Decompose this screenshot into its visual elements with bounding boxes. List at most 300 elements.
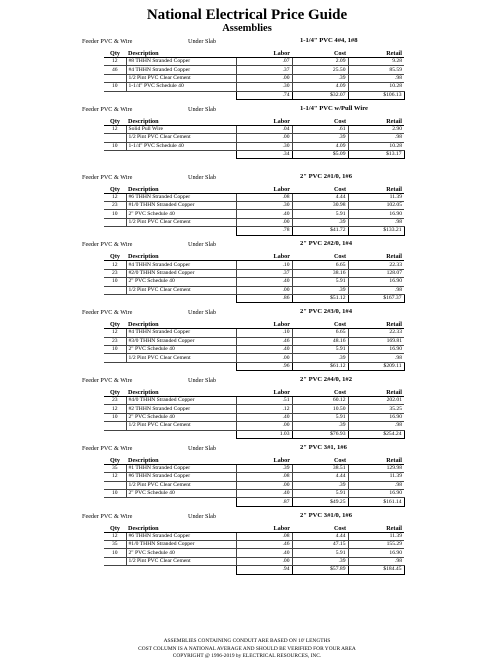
table-row	[104, 422, 404, 430]
assembly-section	[0, 239, 494, 307]
cell-labor: .08	[236, 473, 292, 481]
table-row	[104, 201, 404, 209]
cell-labor: .10	[236, 329, 292, 337]
section-category: Feeder PVC & Wire	[82, 512, 133, 520]
column-header-retail: Retail	[348, 387, 404, 397]
section-subcategory: Under Slab	[188, 377, 217, 384]
cell-cost: 5.91	[292, 345, 348, 353]
cell-description: 2" PVC Schedule 40	[126, 549, 236, 557]
cell-cost: 4.44	[292, 532, 348, 540]
column-header-labor: Labor	[236, 48, 292, 58]
cell-qty: 12	[104, 58, 126, 66]
column-header-cost: Cost	[292, 116, 348, 126]
cell-labor: .30	[236, 83, 292, 91]
cell-qty: 10	[104, 549, 126, 557]
totals-row	[104, 430, 404, 438]
total-retail: $106.13	[348, 91, 404, 99]
table-row	[104, 549, 404, 557]
cell-retail: .98	[348, 286, 404, 294]
cell-labor: .00	[236, 557, 292, 565]
page-footer	[0, 638, 494, 660]
totals-spacer	[126, 362, 236, 370]
section-header	[0, 443, 494, 455]
column-header-cost: Cost	[292, 387, 348, 397]
column-header-retail: Retail	[348, 116, 404, 126]
cell-qty: 23	[104, 269, 126, 277]
cell-labor: .00	[236, 74, 292, 82]
cell-description: 1/2 Pint PVC Clear Cement	[126, 74, 236, 82]
cell-labor: .00	[236, 422, 292, 430]
cell-qty: 10	[104, 210, 126, 218]
cell-cost: .39	[292, 354, 348, 362]
column-header-qty: Qty	[104, 48, 126, 58]
column-header-description: Description	[126, 455, 236, 465]
table-row	[104, 269, 404, 277]
cell-qty: 12	[104, 329, 126, 337]
cell-labor: .51	[236, 397, 292, 405]
cell-labor: .46	[236, 540, 292, 548]
cell-qty: 35	[104, 540, 126, 548]
cell-cost: 6.65	[292, 329, 348, 337]
assembly-table	[104, 455, 405, 507]
total-labor: .78	[236, 227, 292, 235]
totals-spacer	[104, 91, 126, 99]
assembly-section	[0, 307, 494, 375]
cell-qty	[104, 422, 126, 430]
totals-row	[104, 294, 404, 302]
cell-retail: 169.81	[348, 337, 404, 345]
cell-labor: .00	[236, 218, 292, 226]
cell-retail: 128.07	[348, 269, 404, 277]
cell-labor: .07	[236, 58, 292, 66]
total-cost: $51.12	[292, 294, 348, 302]
table-header-row	[104, 455, 404, 465]
cell-qty: 10	[104, 345, 126, 353]
totals-spacer	[126, 91, 236, 99]
cell-retail: .98	[348, 74, 404, 82]
table-row	[104, 66, 404, 74]
cell-qty: 12	[104, 261, 126, 269]
totals-row	[104, 227, 404, 235]
cell-retail: 11.39	[348, 473, 404, 481]
cell-description: Solid Pull Wire	[126, 125, 236, 133]
table-row	[104, 134, 404, 142]
column-header-description: Description	[126, 387, 236, 397]
cell-labor: .40	[236, 210, 292, 218]
total-cost: $41.72	[292, 227, 348, 235]
cell-cost: 6.65	[292, 261, 348, 269]
totals-row	[104, 498, 404, 506]
total-cost: $76.93	[292, 430, 348, 438]
total-labor: .87	[236, 498, 292, 506]
total-labor: .86	[236, 294, 292, 302]
column-header-labor: Labor	[236, 319, 292, 329]
cell-labor: .40	[236, 345, 292, 353]
cell-retail: 11.39	[348, 193, 404, 201]
cell-cost: 4.44	[292, 193, 348, 201]
cell-retail: 16.90	[348, 278, 404, 286]
page-title: National Electrical Price Guide	[146, 7, 348, 23]
cell-cost: 5.91	[292, 549, 348, 557]
column-header-description: Description	[126, 184, 236, 194]
section-title: 2" PVC 2#3/0, 1#4	[300, 308, 353, 316]
section-header	[0, 239, 494, 251]
table-row	[104, 354, 404, 362]
cell-labor: .37	[236, 66, 292, 74]
section-title: 2" PVC 2#2/0, 1#4	[300, 240, 353, 248]
cell-description: 1/2 Pint PVC Clear Cement	[126, 354, 236, 362]
cell-labor: .10	[236, 261, 292, 269]
total-cost: $32.07	[292, 91, 348, 99]
column-header-labor: Labor	[236, 251, 292, 261]
cell-cost: 38.16	[292, 269, 348, 277]
cell-qty: 12	[104, 193, 126, 201]
assembly-section	[0, 511, 494, 579]
section-subcategory: Under Slab	[188, 512, 217, 520]
table-row	[104, 481, 404, 489]
cell-cost: 10.50	[292, 405, 348, 413]
cell-labor: .40	[236, 413, 292, 421]
cell-retail: 85.59	[348, 66, 404, 74]
table-row	[104, 329, 404, 337]
assembly-section	[0, 104, 494, 172]
cell-cost: 47.15	[292, 540, 348, 548]
cell-labor: .46	[236, 337, 292, 345]
table-row	[104, 261, 404, 269]
cell-retail: 9.28	[348, 58, 404, 66]
column-header-labor: Labor	[236, 455, 292, 465]
section-category: Feeder PVC & Wire	[82, 309, 133, 317]
cell-cost: 48.16	[292, 337, 348, 345]
footer-line: COST COLUMN IS A NATIONAL AVERAGE AND SHOULD BE VERIFIED FOR YOUR AREA	[138, 645, 356, 652]
cell-cost: 4.44	[292, 473, 348, 481]
cell-qty: 35	[104, 464, 126, 472]
table-row	[104, 193, 404, 201]
cell-cost: .39	[292, 422, 348, 430]
section-title: 2" PVC 2#1/0, 1#6	[300, 172, 353, 180]
cell-qty	[104, 286, 126, 294]
cell-description: #2 THHN Stranded Copper	[126, 405, 236, 413]
section-category: Feeder PVC & Wire	[82, 105, 133, 113]
cell-retail: 16.90	[348, 413, 404, 421]
cell-qty	[104, 218, 126, 226]
cell-retail: 35.25	[348, 405, 404, 413]
column-header-description: Description	[126, 116, 236, 126]
assembly-section	[0, 443, 494, 511]
total-cost: $49.25	[292, 498, 348, 506]
column-header-qty: Qty	[104, 387, 126, 397]
cell-qty: 12	[104, 405, 126, 413]
section-category: Feeder PVC & Wire	[82, 377, 133, 384]
section-title: 2" PVC 3#1, 1#6	[300, 443, 347, 451]
assembly-table	[104, 387, 405, 439]
total-cost: $61.12	[292, 362, 348, 370]
totals-spacer	[104, 566, 126, 574]
section-header	[0, 104, 494, 116]
cell-description: #4/0 THHN Stranded Copper	[126, 397, 236, 405]
cell-description: 1/2 Pint PVC Clear Cement	[126, 134, 236, 142]
footer-line: COPYRIGHT @ 1996-2019 by ELECTRICAL RESOURCES, INC.	[172, 652, 322, 659]
cell-cost: .39	[292, 557, 348, 565]
cell-cost: 4.09	[292, 142, 348, 150]
totals-spacer	[104, 498, 126, 506]
column-header-qty: Qty	[104, 455, 126, 465]
table-header-row	[104, 523, 404, 533]
cell-cost: 60.12	[292, 397, 348, 405]
table-header-row	[104, 387, 404, 397]
column-header-cost: Cost	[292, 48, 348, 58]
cell-description: 1/2 Pint PVC Clear Cement	[126, 286, 236, 294]
cell-labor: .08	[236, 532, 292, 540]
cell-retail: 22.33	[348, 261, 404, 269]
column-header-retail: Retail	[348, 184, 404, 194]
section-title: 2" PVC 2#4/0, 1#2	[300, 376, 353, 383]
table-row	[104, 278, 404, 286]
section-title: 2" PVC 3#1/0, 1#6	[300, 511, 353, 519]
section-subcategory: Under Slab	[188, 38, 217, 45]
cell-qty: 12	[104, 473, 126, 481]
table-header-row	[104, 319, 404, 329]
total-labor: 1.03	[236, 430, 292, 438]
section-category: Feeder PVC & Wire	[82, 241, 133, 249]
column-header-retail: Retail	[348, 319, 404, 329]
table-row	[104, 218, 404, 226]
cell-retail: 16.90	[348, 549, 404, 557]
column-header-labor: Labor	[236, 116, 292, 126]
table-row	[104, 473, 404, 481]
cell-retail: 155.29	[348, 540, 404, 548]
section-subcategory: Under Slab	[188, 309, 217, 317]
cell-description: #2/0 THHN Stranded Copper	[126, 269, 236, 277]
table-row	[104, 405, 404, 413]
cell-qty: 46	[104, 66, 126, 74]
column-header-qty: Qty	[104, 251, 126, 261]
table-row	[104, 489, 404, 497]
cell-cost: 2.09	[292, 58, 348, 66]
totals-spacer	[104, 150, 126, 158]
cell-retail: 102.05	[348, 201, 404, 209]
table-row	[104, 557, 404, 565]
totals-spacer	[104, 362, 126, 370]
total-retail: $167.37	[348, 294, 404, 302]
table-row	[104, 83, 404, 91]
cell-qty: 23	[104, 201, 126, 209]
cell-labor: .00	[236, 354, 292, 362]
cell-description: 1/2 Pint PVC Clear Cement	[126, 481, 236, 489]
section-header	[0, 36, 494, 48]
section-category: Feeder PVC & Wire	[82, 444, 133, 452]
cell-cost: 5.91	[292, 489, 348, 497]
table-row	[104, 74, 404, 82]
assembly-table	[104, 116, 405, 160]
cell-cost: 4.09	[292, 83, 348, 91]
total-cost: $5.09	[292, 150, 348, 158]
total-cost: $57.89	[292, 566, 348, 574]
cell-cost: 5.91	[292, 278, 348, 286]
totals-spacer	[104, 294, 126, 302]
total-labor: .94	[236, 566, 292, 574]
column-header-qty: Qty	[104, 184, 126, 194]
column-header-description: Description	[126, 48, 236, 58]
section-category: Feeder PVC & Wire	[82, 38, 133, 45]
cell-qty: 10	[104, 489, 126, 497]
column-header-description: Description	[126, 319, 236, 329]
total-retail: $13.17	[348, 150, 404, 158]
cell-qty	[104, 354, 126, 362]
cell-description: 2" PVC Schedule 40	[126, 489, 236, 497]
column-header-retail: Retail	[348, 251, 404, 261]
cell-description: #4 THHN Stranded Copper	[126, 329, 236, 337]
table-row	[104, 58, 404, 66]
cell-labor: .40	[236, 549, 292, 557]
cell-retail: 10.28	[348, 83, 404, 91]
cell-qty	[104, 74, 126, 82]
cell-description: 1-1/4" PVC Schedule 40	[126, 83, 236, 91]
cell-description: 2" PVC Schedule 40	[126, 413, 236, 421]
cell-qty	[104, 134, 126, 142]
totals-spacer	[126, 430, 236, 438]
cell-qty: 10	[104, 142, 126, 150]
cell-qty: 10	[104, 83, 126, 91]
cell-description: #6 THHN Stranded Copper	[126, 193, 236, 201]
section-subcategory: Under Slab	[188, 173, 217, 181]
table-row	[104, 464, 404, 472]
totals-spacer	[126, 227, 236, 235]
assembly-table	[104, 319, 405, 371]
column-header-cost: Cost	[292, 319, 348, 329]
cell-cost: .39	[292, 74, 348, 82]
section-header	[0, 511, 494, 523]
table-row	[104, 210, 404, 218]
column-header-labor: Labor	[236, 523, 292, 533]
cell-description: #1/0 THHN Stranded Copper	[126, 201, 236, 209]
column-header-cost: Cost	[292, 251, 348, 261]
cell-labor: .00	[236, 134, 292, 142]
section-category: Feeder PVC & Wire	[82, 173, 133, 181]
section-subcategory: Under Slab	[188, 105, 217, 113]
totals-row	[104, 362, 404, 370]
cell-retail: .98	[348, 557, 404, 565]
assembly-section	[0, 375, 494, 443]
total-labor: .34	[236, 150, 292, 158]
cell-labor: .08	[236, 193, 292, 201]
assembly-table	[104, 251, 405, 303]
table-header-row	[104, 251, 404, 261]
cell-description: #4 THHN Stranded Copper	[126, 66, 236, 74]
table-header-row	[104, 48, 404, 58]
cell-description: 2" PVC Schedule 40	[126, 278, 236, 286]
column-header-cost: Cost	[292, 523, 348, 533]
total-retail: $254.24	[348, 430, 404, 438]
cell-qty: 23	[104, 397, 126, 405]
table-header-row	[104, 184, 404, 194]
column-header-labor: Labor	[236, 184, 292, 194]
cell-retail: 2.90	[348, 125, 404, 133]
table-row	[104, 345, 404, 353]
cell-description: #1/0 THHN Stranded Copper	[126, 540, 236, 548]
cell-qty: 23	[104, 337, 126, 345]
column-header-cost: Cost	[292, 455, 348, 465]
cell-description: 2" PVC Schedule 40	[126, 345, 236, 353]
cell-cost: .39	[292, 134, 348, 142]
table-row	[104, 413, 404, 421]
cell-retail: .98	[348, 134, 404, 142]
total-labor: .96	[236, 362, 292, 370]
totals-row	[104, 91, 404, 99]
cell-retail: .98	[348, 481, 404, 489]
cell-qty: 10	[104, 413, 126, 421]
cell-labor: .40	[236, 278, 292, 286]
cell-labor: .00	[236, 481, 292, 489]
totals-row	[104, 150, 404, 158]
cell-cost: 25.50	[292, 66, 348, 74]
cell-retail: .98	[348, 422, 404, 430]
totals-spacer	[104, 430, 126, 438]
assembly-table	[104, 48, 405, 100]
cell-description: 1/2 Pint PVC Clear Cement	[126, 557, 236, 565]
cell-description: #4 THHN Stranded Copper	[126, 261, 236, 269]
cell-retail: 129.98	[348, 464, 404, 472]
table-row	[104, 142, 404, 150]
cell-description: #6 THHN Stranded Copper	[126, 473, 236, 481]
section-subcategory: Under Slab	[188, 241, 217, 249]
totals-spacer	[104, 227, 126, 235]
total-retail: $133.21	[348, 227, 404, 235]
column-header-retail: Retail	[348, 523, 404, 533]
column-header-qty: Qty	[104, 319, 126, 329]
table-row	[104, 540, 404, 548]
total-retail: $184.45	[348, 566, 404, 574]
total-labor: .74	[236, 91, 292, 99]
column-header-description: Description	[126, 251, 236, 261]
column-header-labor: Labor	[236, 387, 292, 397]
column-header-cost: Cost	[292, 184, 348, 194]
table-header-row	[104, 116, 404, 126]
cell-description: #6 THHN Stranded Copper	[126, 532, 236, 540]
section-subcategory: Under Slab	[188, 444, 217, 452]
cell-cost: 5.91	[292, 413, 348, 421]
cell-cost: 5.91	[292, 210, 348, 218]
table-row	[104, 397, 404, 405]
cell-retail: 22.33	[348, 329, 404, 337]
cell-qty: 10	[104, 278, 126, 286]
cell-description: 1/2 Pint PVC Clear Cement	[126, 218, 236, 226]
cell-retail: .98	[348, 354, 404, 362]
cell-qty	[104, 557, 126, 565]
cell-labor: .40	[236, 489, 292, 497]
cell-labor: .00	[236, 286, 292, 294]
cell-labor: .12	[236, 405, 292, 413]
cell-retail: 202.01	[348, 397, 404, 405]
page-subtitle: Assemblies	[222, 23, 272, 34]
cell-retail: .98	[348, 218, 404, 226]
column-header-description: Description	[126, 523, 236, 533]
cell-retail: 16.90	[348, 345, 404, 353]
totals-spacer	[126, 294, 236, 302]
cell-description: #1 THHN Stranded Copper	[126, 464, 236, 472]
cell-labor: .04	[236, 125, 292, 133]
section-header	[0, 172, 494, 184]
cell-qty: 12	[104, 125, 126, 133]
section-title: 1-1/4" PVC 4#4, 1#8	[300, 37, 358, 44]
cell-description: #3/0 THHN Stranded Copper	[126, 337, 236, 345]
cell-qty: 12	[104, 532, 126, 540]
table-row	[104, 532, 404, 540]
assembly-section	[0, 172, 494, 240]
cell-cost: .39	[292, 286, 348, 294]
cell-description: 1/2 Pint PVC Clear Cement	[126, 422, 236, 430]
cell-description: #8 THHN Stranded Copper	[126, 58, 236, 66]
